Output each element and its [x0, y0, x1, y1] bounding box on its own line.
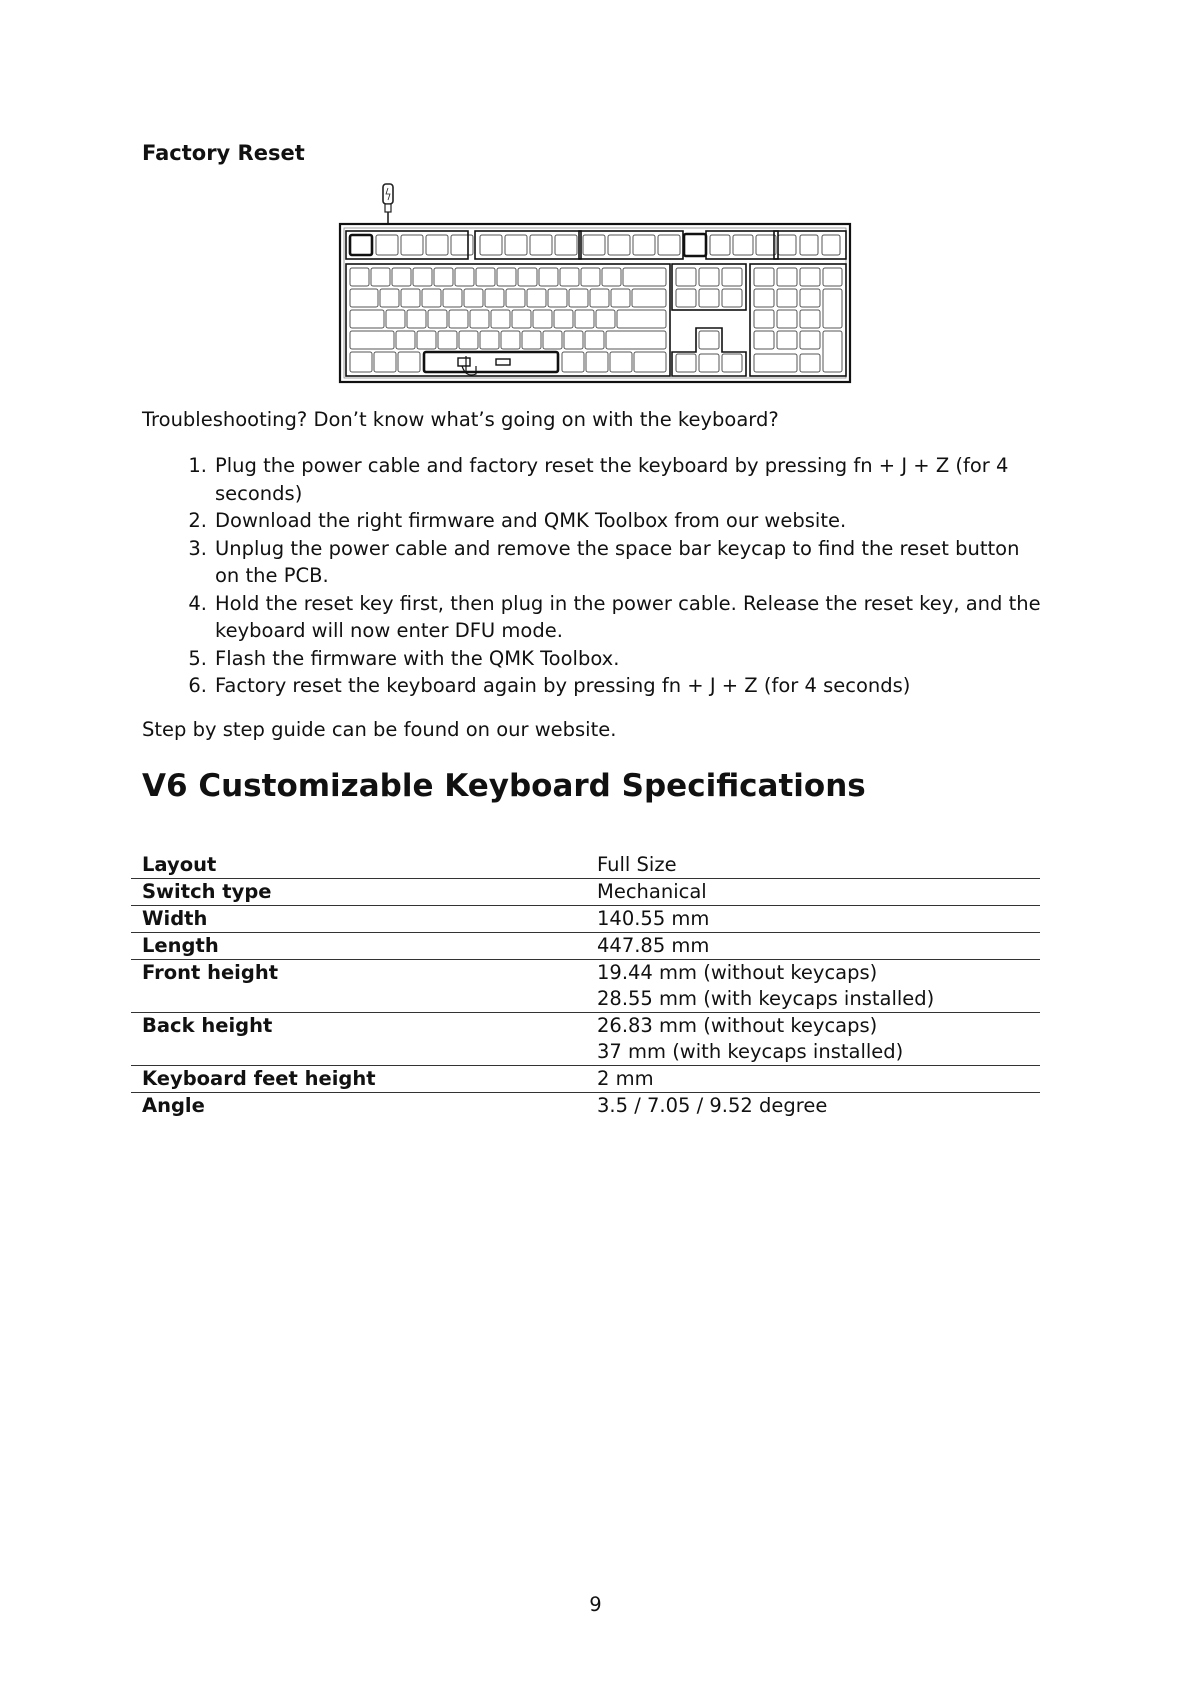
spec-value: 3.5 / 7.05 / 9.52 degree — [597, 1094, 828, 1117]
spec-value: Full Size — [597, 853, 677, 876]
table-row — [131, 1066, 1040, 1093]
spec-value: 26.83 mm (without keycaps) 37 mm (with keycaps installed) — [597, 1014, 904, 1063]
spec-value: Mechanical — [597, 880, 707, 903]
list-item: 6. Factory reset the keyboard again by pressing fn + J + Z (for 4 seconds) — [188, 674, 911, 697]
list-item: 4. Hold the reset key first, then plug in the power cable. Release the reset key, and the keyboard will now enter DFU mode. — [188, 591, 1041, 642]
spec-value: 447.85 mm — [597, 934, 710, 957]
keyboard-diagram-icon — [338, 180, 852, 384]
spec-label: Angle — [142, 1094, 205, 1117]
spec-value: 140.55 mm — [597, 907, 710, 930]
spec-label: Front height — [142, 961, 279, 984]
list-item: 3. Unplug the power cable and remove the space bar keycap to find the reset button on the PCB. — [188, 536, 1020, 587]
table-row — [131, 960, 1040, 1013]
table-row — [131, 879, 1040, 906]
spec-label: Width — [142, 907, 208, 930]
list-item: 5. Flash the firmware with the QMK Toolbox. — [188, 646, 620, 670]
specs-title: V6 Customizable Keyboard Specifications — [142, 768, 866, 804]
list-item: 2. Download the right firmware and QMK Toolbox from our website. — [188, 509, 847, 532]
reset-steps-list — [142, 452, 1042, 700]
section-title: Factory Reset — [142, 141, 305, 165]
page-number: 9 — [589, 1593, 602, 1616]
function-row — [346, 231, 846, 259]
spec-label: Back height — [142, 1014, 273, 1037]
main-keys — [346, 264, 670, 376]
troubleshooting-intro: Troubleshooting? Don’t know what’s going on with the keyboard? — [142, 408, 779, 431]
spec-value: 2 mm — [597, 1067, 654, 1090]
usb-cable-icon — [383, 184, 393, 224]
list-item: 1. Plug the power cable and factory reset the keyboard by pressing fn + J + Z (for 4 seconds) — [188, 454, 1009, 505]
spec-label: Layout — [142, 853, 217, 876]
table-row — [131, 1013, 1040, 1066]
guide-text: Step by step guide can be found on our website. — [142, 718, 617, 741]
spec-label: Length — [142, 934, 219, 957]
spec-label: Keyboard feet height — [142, 1067, 376, 1090]
table-row — [131, 1093, 1040, 1120]
table-row — [131, 906, 1040, 933]
table-row — [131, 852, 1040, 879]
specs-table — [131, 852, 1040, 1119]
table-row — [131, 933, 1040, 960]
spec-label: Switch type — [142, 880, 272, 903]
spec-value: 19.44 mm (without keycaps) 28.55 mm (with keycaps installed) — [597, 961, 935, 1010]
